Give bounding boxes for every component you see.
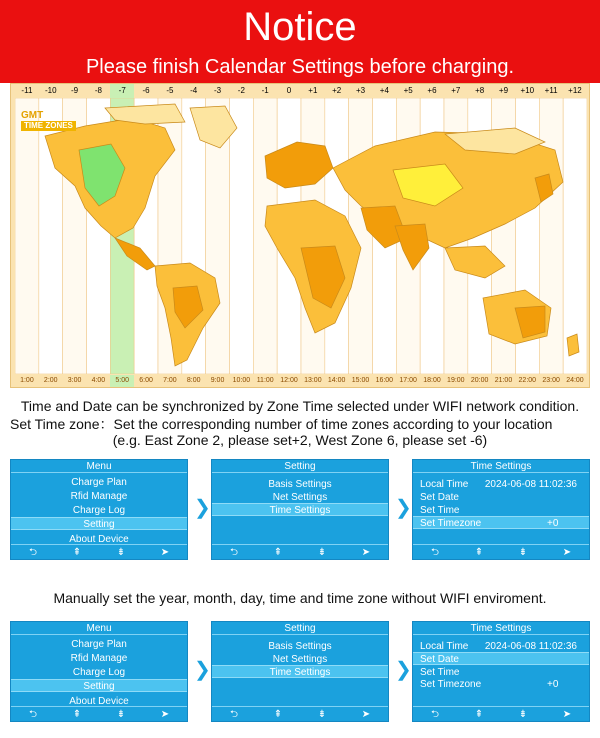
setting-item-time[interactable]: Time Settings xyxy=(212,503,388,516)
time-zone-band xyxy=(563,98,587,374)
timezone-example: (e.g. East Zone 2, please set+2, West Zone 6, please set -6) xyxy=(112,432,488,448)
hour-label: 23:00 xyxy=(542,377,560,384)
menu-item-setting[interactable]: Setting xyxy=(11,517,187,530)
time-settings-title: Time Settings xyxy=(413,622,589,635)
up-icon[interactable]: ⇞ xyxy=(72,709,82,720)
menu-screen-footer xyxy=(11,544,187,559)
set-timezone-label: Set Timezone xyxy=(420,518,482,529)
down-icon[interactable]: ⇟ xyxy=(116,709,126,720)
menu-item-about-device[interactable]: About Device xyxy=(69,696,129,707)
confirm-icon[interactable]: ➤ xyxy=(361,709,371,720)
hour-label: 15:00 xyxy=(351,377,370,384)
time-zones-label: TIME ZONES xyxy=(21,121,76,131)
time-zone-map xyxy=(10,83,590,388)
back-icon[interactable]: ⮌ xyxy=(28,547,37,558)
notice-banner xyxy=(0,0,600,83)
menu-item-rfid-manage[interactable]: Rfid Manage xyxy=(70,491,128,502)
gmt-offset-label: +8 xyxy=(475,86,485,95)
setting-item-net[interactable]: Net Settings xyxy=(272,654,328,665)
gmt-offset-label: +12 xyxy=(568,86,582,95)
gmt-offset-label: +9 xyxy=(498,86,509,95)
hour-label: 19:00 xyxy=(447,377,465,384)
set-time-label: Set Time xyxy=(420,667,460,678)
hour-label: 11:00 xyxy=(256,377,274,384)
up-icon[interactable]: ⇞ xyxy=(273,547,283,558)
down-icon[interactable]: ⇟ xyxy=(518,709,528,720)
timezone-value: +0 xyxy=(547,518,559,529)
back-icon[interactable]: ⮌ xyxy=(430,709,439,720)
setting-item-time[interactable]: Time Settings xyxy=(212,665,388,678)
back-icon[interactable]: ⮌ xyxy=(229,709,238,720)
notice-title: Notice xyxy=(243,5,357,49)
hour-label: 10:00 xyxy=(232,377,251,384)
menu-screen-title: Menu xyxy=(11,622,187,635)
gmt-offset-label: +11 xyxy=(544,86,558,95)
time-settings-screen-manual xyxy=(412,621,590,722)
confirm-icon[interactable]: ➤ xyxy=(562,547,572,558)
hour-label: 8:00 xyxy=(186,377,201,384)
gmt-offset-label: +6 xyxy=(427,86,437,95)
set-timezone-row[interactable] xyxy=(413,516,589,529)
setting-item-basis[interactable]: Basis Settings xyxy=(268,641,332,652)
hour-label: 18:00 xyxy=(423,377,441,384)
gmt-offset-row xyxy=(15,84,587,98)
setting-screen-title: Setting xyxy=(212,460,388,473)
set-timezone-row[interactable] xyxy=(413,678,589,691)
menu-screen xyxy=(10,459,188,560)
time-settings-title: Time Settings xyxy=(413,460,589,473)
menu-item-about-device[interactable]: About Device xyxy=(69,534,129,545)
back-icon[interactable]: ⮌ xyxy=(28,709,37,720)
gmt-offset-label: +3 xyxy=(355,86,366,95)
back-icon[interactable]: ⮌ xyxy=(229,547,238,558)
hour-label: 5:00 xyxy=(110,375,134,387)
gmt-offset-label: -6 xyxy=(142,86,150,95)
manual-instruction: Manually set the year, month, day, time and time zone without WIFI enviroment. xyxy=(53,590,547,606)
gmt-offset-label: +10 xyxy=(520,86,535,95)
down-icon[interactable]: ⇟ xyxy=(518,547,528,558)
time-settings-screen xyxy=(412,459,590,560)
menu-item-charge-plan[interactable]: Charge Plan xyxy=(71,477,127,488)
set-date-label: Set Date xyxy=(420,654,459,665)
timezone-instruction: Set Time zone：Set the corresponding number of time zones according to your location xyxy=(10,416,553,432)
gmt-offset-label: -3 xyxy=(213,86,222,95)
timezone-value: +0 xyxy=(547,679,559,690)
gmt-offset-label: +7 xyxy=(451,86,461,95)
down-icon[interactable]: ⇟ xyxy=(116,547,126,558)
menu-screen-title: Menu xyxy=(11,460,187,473)
hour-label: 20:00 xyxy=(470,377,489,384)
gmt-offset-label: +2 xyxy=(332,86,342,95)
notice-subtitle: Please finish Calendar Settings before charging. xyxy=(85,56,515,78)
gmt-offset-label: -7 xyxy=(110,84,134,98)
local-time-value: 2024-06-08 11:02:36 xyxy=(484,479,577,490)
hour-label: 1:00 xyxy=(20,377,34,384)
hour-label: 13:00 xyxy=(304,377,322,384)
set-date-label: Set Date xyxy=(420,492,459,503)
world-map xyxy=(15,98,587,374)
gmt-offset-label: -10 xyxy=(44,86,57,95)
setting-item-net[interactable]: Net Settings xyxy=(272,492,328,503)
hour-label: 12:00 xyxy=(280,377,298,384)
confirm-icon[interactable]: ➤ xyxy=(562,709,572,720)
menu-item-setting[interactable]: Setting xyxy=(11,679,187,692)
hour-row xyxy=(15,375,587,387)
hour-label: 3:00 xyxy=(67,377,82,384)
hour-label: 21:00 xyxy=(494,377,513,384)
gmt-offset-label: +1 xyxy=(308,86,318,95)
set-date-row[interactable] xyxy=(413,491,589,504)
hour-label: 7:00 xyxy=(163,377,177,384)
menu-item-charge-log[interactable]: Charge Log xyxy=(72,667,126,678)
hour-label: 4:00 xyxy=(91,377,106,384)
time-settings-footer xyxy=(413,544,589,559)
hour-label: 9:00 xyxy=(210,377,225,384)
chevron-right-icon: ❯ xyxy=(194,659,211,681)
chevron-right-icon: ❯ xyxy=(395,659,412,681)
menu-item-charge-plan[interactable]: Charge Plan xyxy=(71,639,127,650)
world-map-graphic xyxy=(15,98,587,374)
time-zone-band xyxy=(15,98,39,374)
gmt-offset-label: 0 xyxy=(286,86,292,95)
hour-label: 2:00 xyxy=(43,377,58,384)
gmt-offset-label: -2 xyxy=(237,86,245,95)
chevron-right-icon: ❯ xyxy=(395,497,412,519)
set-date-row[interactable] xyxy=(413,652,589,665)
hour-label: 6:00 xyxy=(139,377,153,384)
local-time-row xyxy=(413,478,589,491)
local-time-label: Local Time xyxy=(420,479,469,490)
setting-screen-title: Setting xyxy=(212,622,388,635)
gmt-offset-label: +5 xyxy=(403,86,413,95)
chevron-right-icon: ❯ xyxy=(194,497,211,519)
confirm-icon[interactable]: ➤ xyxy=(160,547,170,558)
down-icon[interactable]: ⇟ xyxy=(317,547,327,558)
confirm-icon[interactable]: ➤ xyxy=(160,709,170,720)
setting-screen-footer xyxy=(212,706,388,721)
local-time-label: Local Time xyxy=(420,641,469,652)
setting-screen xyxy=(211,459,389,560)
up-icon[interactable]: ⇞ xyxy=(474,709,484,720)
menu-item-charge-log[interactable]: Charge Log xyxy=(72,505,126,516)
up-icon[interactable]: ⇞ xyxy=(273,709,283,720)
confirm-icon[interactable]: ➤ xyxy=(361,547,371,558)
time-zone-band xyxy=(230,98,254,374)
hour-label: 16:00 xyxy=(375,377,394,384)
gmt-offset-label: -11 xyxy=(21,86,33,95)
gmt-offset-label: -8 xyxy=(94,86,102,95)
sync-instruction: Time and Date can be synchronized by Zone Time selected under WIFI network condition. xyxy=(20,398,580,414)
gmt-offset-label: -9 xyxy=(71,86,79,95)
menu-screen-footer xyxy=(11,706,187,721)
hour-label: 14:00 xyxy=(327,377,346,384)
setting-screen-manual xyxy=(211,621,389,722)
setting-screen-footer xyxy=(212,544,388,559)
gmt-offset-label: +4 xyxy=(379,86,389,95)
set-time-label: Set Time xyxy=(420,505,460,516)
local-time-value: 2024-06-08 11:02:36 xyxy=(484,641,577,652)
gmt-offset-label: -4 xyxy=(190,86,198,95)
setting-item-basis[interactable]: Basis Settings xyxy=(268,479,332,490)
hour-label: 17:00 xyxy=(399,377,417,384)
gmt-label: GMT xyxy=(21,110,44,121)
menu-screen-manual xyxy=(10,621,188,722)
set-timezone-label: Set Timezone xyxy=(420,679,482,690)
up-icon[interactable]: ⇞ xyxy=(72,547,82,558)
back-icon[interactable]: ⮌ xyxy=(430,547,439,558)
menu-item-rfid-manage[interactable]: Rfid Manage xyxy=(70,653,128,664)
hour-label: 24:00 xyxy=(566,377,584,384)
gmt-offset-label: -5 xyxy=(166,86,174,95)
down-icon[interactable]: ⇟ xyxy=(317,709,327,720)
up-icon[interactable]: ⇞ xyxy=(474,547,484,558)
gmt-offset-label: -1 xyxy=(261,86,269,95)
time-settings-footer xyxy=(413,706,589,721)
hour-label: 22:00 xyxy=(518,377,537,384)
